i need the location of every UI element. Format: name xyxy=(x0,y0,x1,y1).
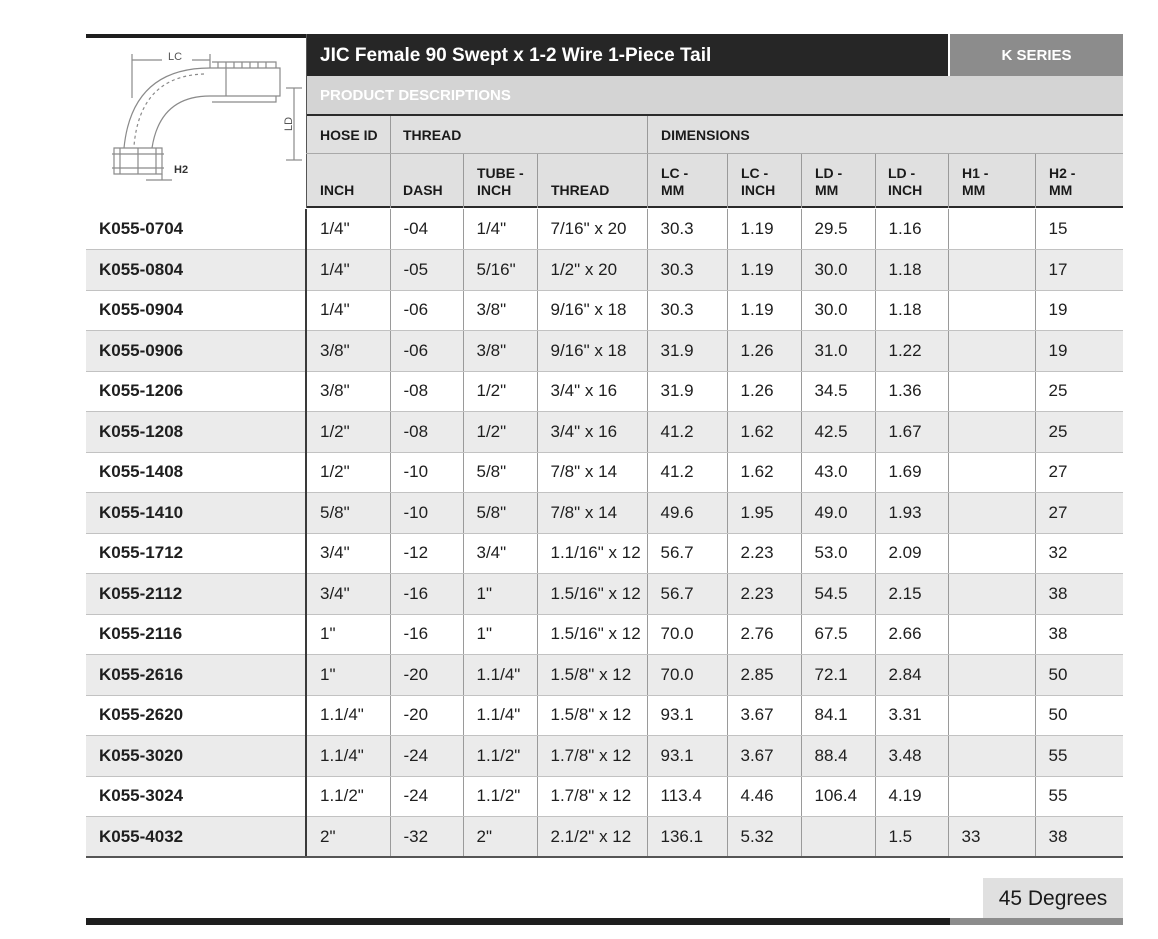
table-cell: 1.18 xyxy=(875,290,948,331)
table-cell: 1.5/8" x 12 xyxy=(537,695,647,736)
table-cell: 70.0 xyxy=(647,614,727,655)
table-cell: 2.09 xyxy=(875,533,948,574)
table-cell: 56.7 xyxy=(647,574,727,615)
table-cell: 1" xyxy=(306,655,390,696)
table-row xyxy=(86,574,1123,615)
table-row xyxy=(86,614,1123,655)
table-cell: 1/4" xyxy=(306,209,390,250)
table-cell: -32 xyxy=(390,817,463,858)
table-cell: 7/16" x 20 xyxy=(537,209,647,250)
table-cell: 41.2 xyxy=(647,452,727,493)
angle-label: 45 Degrees xyxy=(983,878,1123,918)
ld-label: LD xyxy=(283,116,296,132)
table-cell: 42.5 xyxy=(801,412,875,453)
table-cell: 49.0 xyxy=(801,493,875,534)
table-cell xyxy=(948,331,1035,372)
table-row xyxy=(86,695,1123,736)
table-cell xyxy=(948,209,1035,250)
table-cell: 1.1/2" xyxy=(306,776,390,817)
table-cell: 1.62 xyxy=(727,412,801,453)
bottom-rule xyxy=(86,918,1123,925)
table-cell: 19 xyxy=(1035,331,1123,372)
table-cell: 50 xyxy=(1035,655,1123,696)
product-table xyxy=(86,209,1123,858)
series-badge: K SERIES xyxy=(950,34,1123,76)
table-cell: 2.23 xyxy=(727,533,801,574)
table-cell: 1/2" xyxy=(306,412,390,453)
table-cell xyxy=(948,574,1035,615)
bottom-rule-accent xyxy=(950,918,1123,925)
table-cell: 1.1/4" xyxy=(463,695,537,736)
part-number-cell: K055-1410 xyxy=(86,493,306,534)
table-cell: 3/4" xyxy=(463,533,537,574)
table-cell: 4.19 xyxy=(875,776,948,817)
table-cell: 50 xyxy=(1035,695,1123,736)
table-cell: 9/16" x 18 xyxy=(537,331,647,372)
table-cell: 5/16" xyxy=(463,250,537,291)
table-cell: 29.5 xyxy=(801,209,875,250)
header-divider xyxy=(463,153,464,208)
table-cell: 5/8" xyxy=(463,493,537,534)
table-cell: 2" xyxy=(306,817,390,858)
table-cell: 1.1/2" xyxy=(463,736,537,777)
table-cell: 88.4 xyxy=(801,736,875,777)
table-cell xyxy=(948,776,1035,817)
header-divider xyxy=(801,153,802,208)
table-cell: 1/2" xyxy=(463,371,537,412)
table-cell: 2.85 xyxy=(727,655,801,696)
table-cell: 136.1 xyxy=(647,817,727,858)
table-cell: 30.0 xyxy=(801,290,875,331)
table-cell xyxy=(948,250,1035,291)
col-inch: INCH xyxy=(320,182,355,198)
table-cell: 1.19 xyxy=(727,250,801,291)
table-cell: 1" xyxy=(463,614,537,655)
table-cell: 5.32 xyxy=(727,817,801,858)
part-number-cell: K055-0804 xyxy=(86,250,306,291)
table-cell: 53.0 xyxy=(801,533,875,574)
table-cell: 1/4" xyxy=(463,209,537,250)
table-cell: 3/4" x 16 xyxy=(537,371,647,412)
header-divider xyxy=(306,34,307,208)
part-number-cell: K055-1206 xyxy=(86,371,306,412)
table-cell xyxy=(948,533,1035,574)
table-cell: 17 xyxy=(1035,250,1123,291)
table-cell: -05 xyxy=(390,250,463,291)
table-cell: 1.67 xyxy=(875,412,948,453)
table-cell: 55 xyxy=(1035,776,1123,817)
table-cell: 3/8" xyxy=(306,371,390,412)
col-ld-inch: LD - INCH xyxy=(888,165,923,198)
table-cell: -24 xyxy=(390,736,463,777)
table-cell: 1/4" xyxy=(306,250,390,291)
table-cell: 7/8" x 14 xyxy=(537,493,647,534)
col-h1-mm: H1 - MM xyxy=(962,165,989,198)
table-cell xyxy=(948,695,1035,736)
table-cell: 30.0 xyxy=(801,250,875,291)
table-cell: 1/2" xyxy=(306,452,390,493)
table-cell: 1" xyxy=(463,574,537,615)
table-cell: 2.15 xyxy=(875,574,948,615)
col-lc-inch: LC - INCH xyxy=(741,165,776,198)
table-cell: 41.2 xyxy=(647,412,727,453)
part-number-cell: K055-1208 xyxy=(86,412,306,453)
table-row xyxy=(86,250,1123,291)
part-number-cell: K055-2620 xyxy=(86,695,306,736)
table-cell: -16 xyxy=(390,614,463,655)
table-cell: 3/4" x 16 xyxy=(537,412,647,453)
lc-label: LC xyxy=(168,51,183,63)
table-cell: 1/2" xyxy=(463,412,537,453)
table-cell xyxy=(948,614,1035,655)
part-number-cell: K055-0704 xyxy=(86,209,306,250)
table-row xyxy=(86,736,1123,777)
table-cell: 27 xyxy=(1035,493,1123,534)
table-cell: 3.48 xyxy=(875,736,948,777)
part-number-cell: K055-3020 xyxy=(86,736,306,777)
header-divider xyxy=(948,153,949,208)
table-cell: 3/8" xyxy=(463,290,537,331)
table-cell: 1.5/16" x 12 xyxy=(537,574,647,615)
table-cell: -10 xyxy=(390,452,463,493)
table-cell: 1.5 xyxy=(875,817,948,858)
part-number-cell: K055-2116 xyxy=(86,614,306,655)
header-divider xyxy=(875,153,876,208)
table-cell: 1.36 xyxy=(875,371,948,412)
table-cell: 2.76 xyxy=(727,614,801,655)
table-cell xyxy=(948,493,1035,534)
group-dimensions: DIMENSIONS xyxy=(661,127,750,143)
header-divider xyxy=(390,116,391,208)
table-cell: 31.9 xyxy=(647,371,727,412)
table-cell: -06 xyxy=(390,331,463,372)
table-cell: 1.19 xyxy=(727,209,801,250)
table-cell: 3.67 xyxy=(727,736,801,777)
table-cell: 9/16" x 18 xyxy=(537,290,647,331)
table-cell: -24 xyxy=(390,776,463,817)
header-divider xyxy=(727,153,728,208)
table-cell: -04 xyxy=(390,209,463,250)
part-number-cell: K055-1712 xyxy=(86,533,306,574)
table-cell: 32 xyxy=(1035,533,1123,574)
table-row xyxy=(86,209,1123,250)
table-cell: 106.4 xyxy=(801,776,875,817)
table-cell xyxy=(948,736,1035,777)
table-cell: 5/8" xyxy=(463,452,537,493)
table-cell: 38 xyxy=(1035,574,1123,615)
table-cell: 1.93 xyxy=(875,493,948,534)
table-cell: 1.18 xyxy=(875,250,948,291)
table-cell: 113.4 xyxy=(647,776,727,817)
table-cell: -06 xyxy=(390,290,463,331)
table-cell: 30.3 xyxy=(647,250,727,291)
table-cell: 1.62 xyxy=(727,452,801,493)
table-cell: 93.1 xyxy=(647,695,727,736)
part-number-cell: K055-2112 xyxy=(86,574,306,615)
table-cell: 3/4" xyxy=(306,533,390,574)
table-cell: 1/2" x 20 xyxy=(537,250,647,291)
table-row xyxy=(86,776,1123,817)
page-title: JIC Female 90 Swept x 1-2 Wire 1-Piece Tail xyxy=(306,34,948,76)
part-number-cell: K055-3024 xyxy=(86,776,306,817)
h2-label: H2 xyxy=(174,164,189,176)
table-cell: 67.5 xyxy=(801,614,875,655)
table-cell: 1.1/4" xyxy=(306,695,390,736)
table-cell: 93.1 xyxy=(647,736,727,777)
table-cell: 1.69 xyxy=(875,452,948,493)
section-title: PRODUCT DESCRIPTIONS xyxy=(306,76,1123,114)
group-hose-id: HOSE ID xyxy=(320,127,378,143)
table-cell xyxy=(948,371,1035,412)
table-cell: 1.1/2" xyxy=(463,776,537,817)
part-number-cell: K055-4032 xyxy=(86,817,306,858)
table-cell: 3/4" xyxy=(306,574,390,615)
table-cell: -16 xyxy=(390,574,463,615)
header-divider xyxy=(647,116,648,208)
table-row xyxy=(86,655,1123,696)
table-cell: 34.5 xyxy=(801,371,875,412)
table-row xyxy=(86,290,1123,331)
table-cell: 1.95 xyxy=(727,493,801,534)
table-cell: -08 xyxy=(390,412,463,453)
header-divider xyxy=(1035,153,1036,208)
part-number-cell: K055-0906 xyxy=(86,331,306,372)
table-cell: 38 xyxy=(1035,614,1123,655)
table-cell: 19 xyxy=(1035,290,1123,331)
table-cell: 15 xyxy=(1035,209,1123,250)
part-number-cell: K055-1408 xyxy=(86,452,306,493)
table-cell: 3.67 xyxy=(727,695,801,736)
part-number-cell: K055-2616 xyxy=(86,655,306,696)
table-cell: 1.5/16" x 12 xyxy=(537,614,647,655)
table-cell xyxy=(801,817,875,858)
table-cell: 70.0 xyxy=(647,655,727,696)
table-cell: 31.0 xyxy=(801,331,875,372)
table-cell: 25 xyxy=(1035,371,1123,412)
table-cell: -20 xyxy=(390,655,463,696)
table-row xyxy=(86,412,1123,453)
table-cell: 84.1 xyxy=(801,695,875,736)
table-row xyxy=(86,533,1123,574)
table-cell: 55 xyxy=(1035,736,1123,777)
table-cell: 1.26 xyxy=(727,371,801,412)
table-cell: 1.1/16" x 12 xyxy=(537,533,647,574)
table-row xyxy=(86,493,1123,534)
table-cell: 1.26 xyxy=(727,331,801,372)
table-cell: 1.16 xyxy=(875,209,948,250)
table-cell: 1.7/8" x 12 xyxy=(537,736,647,777)
table-row xyxy=(86,817,1123,858)
table-cell: 1.5/8" x 12 xyxy=(537,655,647,696)
table-cell: 33 xyxy=(948,817,1035,858)
col-h2-mm: H2 - MM xyxy=(1049,165,1076,198)
col-thread: THREAD xyxy=(551,182,610,198)
fitting-diagram xyxy=(86,38,305,208)
table-cell: -10 xyxy=(390,493,463,534)
table-cell: 4.46 xyxy=(727,776,801,817)
table-cell: 49.6 xyxy=(647,493,727,534)
table-cell: -20 xyxy=(390,695,463,736)
table-cell: -08 xyxy=(390,371,463,412)
table-cell: -12 xyxy=(390,533,463,574)
table-cell: 2.23 xyxy=(727,574,801,615)
table-cell: 1.1/4" xyxy=(463,655,537,696)
col-ld-mm: LD - MM xyxy=(815,165,843,198)
fitting-drawing-icon xyxy=(86,38,305,208)
table-cell xyxy=(948,412,1035,453)
group-thread: THREAD xyxy=(403,127,462,143)
table-cell: 7/8" x 14 xyxy=(537,452,647,493)
table-cell: 1.7/8" x 12 xyxy=(537,776,647,817)
table-cell: 2.66 xyxy=(875,614,948,655)
table-cell: 72.1 xyxy=(801,655,875,696)
col-tube-inch: TUBE - INCH xyxy=(477,165,524,198)
part-number-cell: K055-0904 xyxy=(86,290,306,331)
table-cell: 43.0 xyxy=(801,452,875,493)
table-cell: 1" xyxy=(306,614,390,655)
table-row xyxy=(86,371,1123,412)
table-cell: 25 xyxy=(1035,412,1123,453)
table-cell: 56.7 xyxy=(647,533,727,574)
table-cell xyxy=(948,452,1035,493)
table-cell: 5/8" xyxy=(306,493,390,534)
table-cell: 30.3 xyxy=(647,290,727,331)
table-cell: 54.5 xyxy=(801,574,875,615)
table-cell: 30.3 xyxy=(647,209,727,250)
table-cell: 2.84 xyxy=(875,655,948,696)
table-cell: 1.19 xyxy=(727,290,801,331)
table-cell: 3/8" xyxy=(463,331,537,372)
table-row xyxy=(86,452,1123,493)
table-cell: 2.1/2" x 12 xyxy=(537,817,647,858)
table-cell: 31.9 xyxy=(647,331,727,372)
table-cell: 2" xyxy=(463,817,537,858)
table-cell xyxy=(948,655,1035,696)
table-cell: 27 xyxy=(1035,452,1123,493)
header-divider xyxy=(306,153,1123,154)
table-cell: 1.1/4" xyxy=(306,736,390,777)
table-cell: 3.31 xyxy=(875,695,948,736)
col-dash: DASH xyxy=(403,182,443,198)
col-lc-mm: LC - MM xyxy=(661,165,689,198)
table-cell xyxy=(948,290,1035,331)
table-cell: 3/8" xyxy=(306,331,390,372)
table-row xyxy=(86,331,1123,372)
table-cell: 38 xyxy=(1035,817,1123,858)
table-cell: 1.22 xyxy=(875,331,948,372)
table-cell: 1/4" xyxy=(306,290,390,331)
header-divider xyxy=(537,153,538,208)
